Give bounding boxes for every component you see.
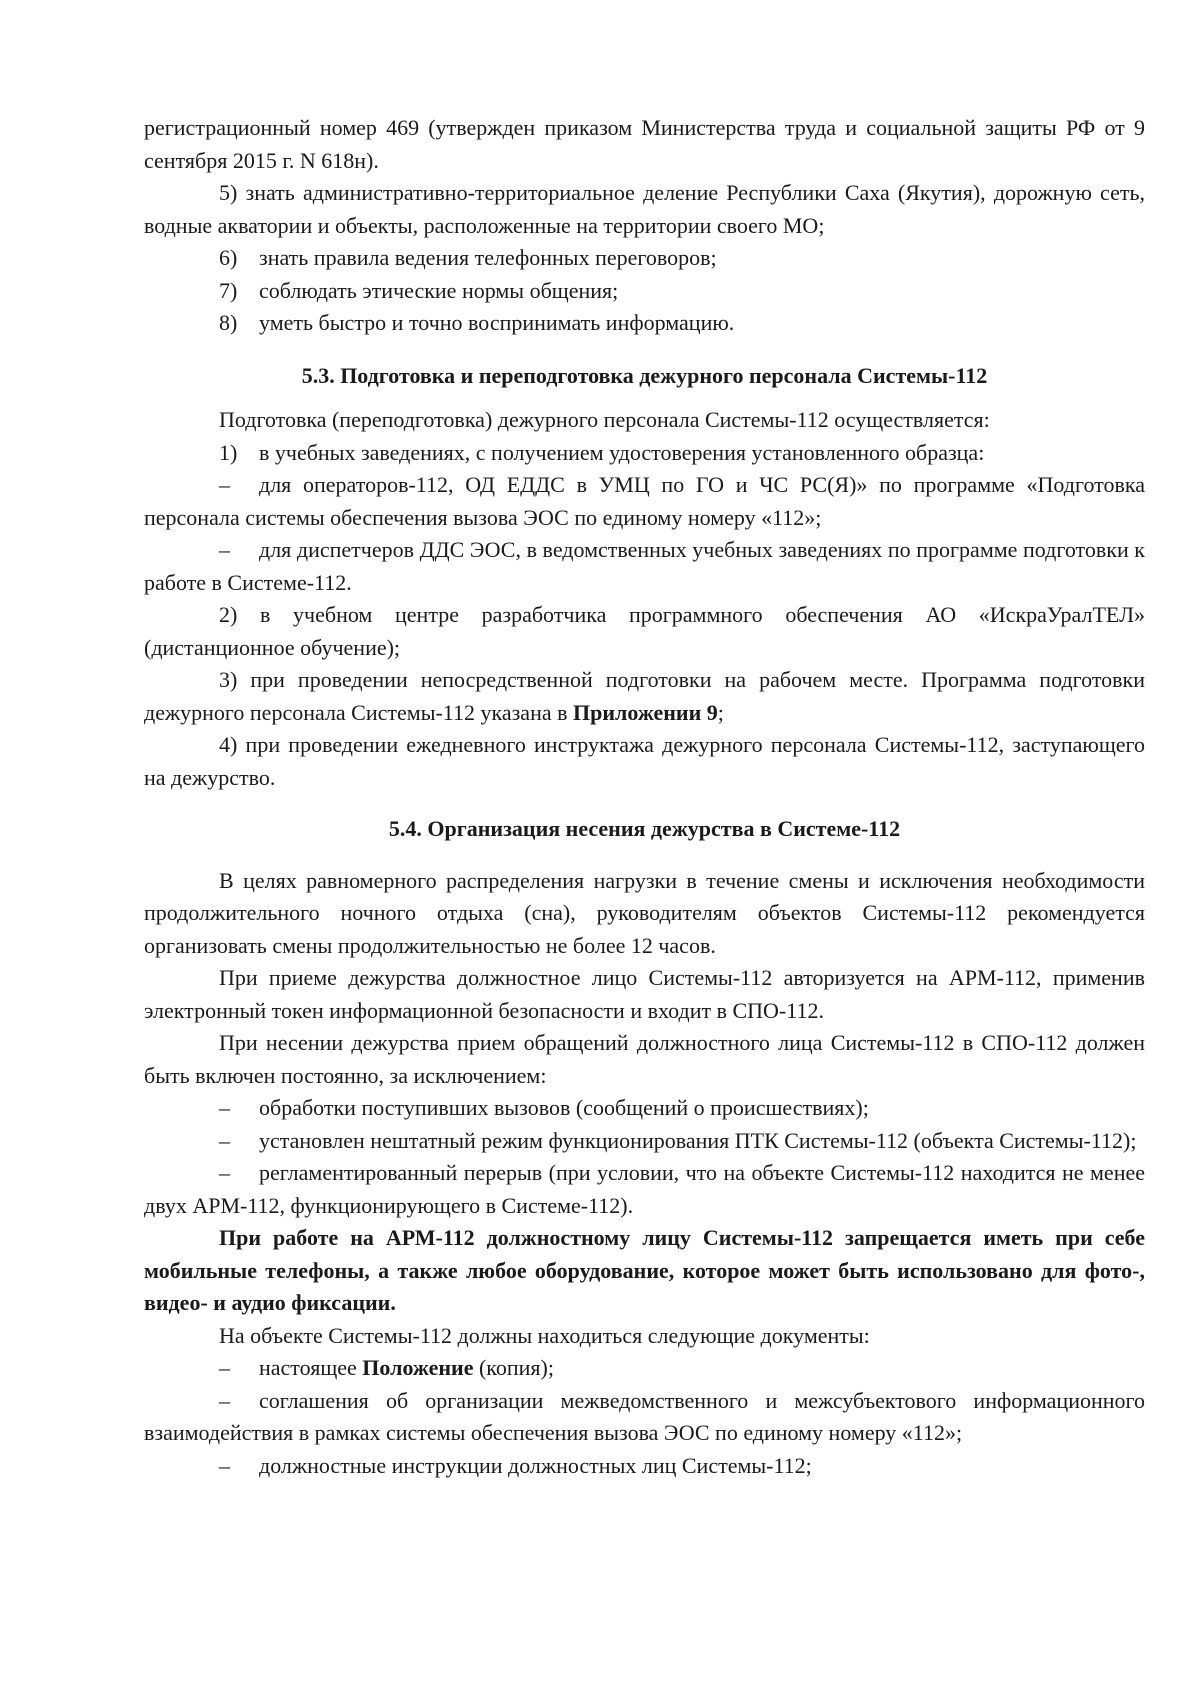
training-3-text: 3) при проведении непосредственной подготовки на рабочем месте. Программа подготовки дежурного персонала Системы-112 указана в [144, 667, 1145, 725]
dash-text: установлен нештатный режим функционирования ПТК Системы-112 (объекта Системы-112); [259, 1127, 1137, 1153]
document-body [144, 112, 1145, 1482]
dash-text: должностные инструкции должностных лиц Системы-112; [259, 1452, 812, 1478]
dash-marker: – [219, 1452, 230, 1478]
dash-marker: – [219, 1127, 230, 1153]
list-text: уметь быстро и точно воспринимать информацию. [259, 310, 735, 335]
dash-text: для операторов-112, ОД ЕДДС в УМЦ по ГО и ЧС РС(Я)» по программе «Подготовка персонала системы обеспечения вызова ЭОС по единому номеру «112»; [144, 472, 1145, 530]
section-heading-5-3: 5.3. Подготовка и переподготовка дежурного персонала Системы-112 [301, 362, 988, 388]
dash-text: для диспетчеров ДДС ЭОС, в ведомственных учебных заведениях по программе подготовки к работе в Системе-112. [144, 537, 1145, 595]
paragraph-training-intro: Подготовка (переподготовка) дежурного персонала Системы-112 осуществляется: [219, 407, 990, 432]
dash-text: соглашения об организации межведомственного и межсубъектового информационного взаимодействия в рамках системы обеспечения вызова ЭОС по единому номеру «112»; [144, 1387, 1145, 1445]
dash-item-document-3 [144, 1450, 1145, 1483]
dash-text: регламентированный перерыв (при условии, что на объекте Системы-112 находится не менее двух АРМ-112, функционирующего в Системе-112). [144, 1160, 1145, 1218]
document-name: Положение [362, 1355, 474, 1380]
dash-item-operators [144, 469, 1145, 534]
paragraph-item-5: 5) знать административно-территориальное деление Республики Саха (Якутия), дорожную сеть, водные акватории и объекты, расположенные на территории своего МО; [144, 180, 1145, 238]
paragraph-training-3 [144, 664, 1145, 729]
paragraph-shifts: В целях равномерного распределения нагрузки в течение смены и исключения необходимости продолжительного ночного отдыха (сна), руководителям объектов Системы-112 рекомендуется организовать смены продолжительностью не более 12 часов. [144, 867, 1145, 958]
section-heading-5-4: 5.4. Организация несения дежурства в Системе-112 [388, 816, 901, 841]
paragraph-duty: При несении дежурства прием обращений должностного лица Системы-112 в СПО-112 должен быть включен постоянно, за исключением: [144, 1030, 1145, 1088]
list-text: соблюдать этические нормы общения; [259, 277, 619, 303]
list-number: 6) [219, 245, 238, 270]
list-item-training-1 [144, 437, 1145, 470]
training-3-end: ; [717, 699, 724, 725]
list-number: 7) [219, 277, 238, 303]
paragraph-prohibition: При работе на АРМ-112 должностному лицу Системы-112 запрещается иметь при себе мобильные телефоны, а также любое оборудование, которое может быть использовано для фото-, видео- и аудио фиксации. [144, 1225, 1145, 1315]
dash-item-document-1 [144, 1352, 1145, 1385]
dash-item-exception-1 [144, 1092, 1145, 1125]
list-text: в учебных заведениях, с получением удостоверения установленного образца: [259, 439, 985, 465]
paragraph-training-2: 2) в учебном центре разработчика программного обеспечения АО «ИскраУралТЕЛ» (дистанционное обучение); [144, 602, 1145, 660]
list-item-8 [144, 307, 1145, 340]
paragraph-auth: При приеме дежурства должностное лицо Системы-112 авторизуется на АРМ-112, применив электронный токен информационной безопасности и входит в СПО-112. [144, 965, 1145, 1023]
dash-marker: – [219, 1095, 230, 1120]
dash-text-end: (копия); [473, 1355, 554, 1380]
dash-marker: – [219, 1387, 230, 1413]
list-item-7 [144, 275, 1145, 308]
paragraph-documents: На объекте Системы-112 должны находиться следующие документы: [219, 1322, 870, 1348]
dash-item-exception-2 [144, 1125, 1145, 1158]
dash-marker: – [219, 472, 230, 497]
dash-item-dispatchers [144, 534, 1145, 599]
dash-item-exception-3 [144, 1157, 1145, 1222]
dash-text: обработки поступивших вызовов (сообщений о происшествиях); [259, 1095, 869, 1120]
list-text: знать правила ведения телефонных переговоров; [259, 245, 717, 270]
dash-marker: – [219, 537, 230, 562]
paragraph-intro: регистрационный номер 469 (утвержден приказом Министерства труда и социальной защиты РФ от 9 сентября 2015 г. N 618н). [144, 115, 1145, 173]
dash-marker: – [219, 1160, 230, 1185]
appendix-reference: Приложении 9 [573, 699, 718, 725]
list-item-6 [144, 242, 1145, 275]
paragraph-training-4: 4) при проведении ежедневного инструктажа дежурного персонала Системы-112, заступающего на дежурство. [144, 732, 1145, 790]
list-number: 1) [219, 439, 238, 465]
dash-item-document-2 [144, 1385, 1145, 1450]
dash-marker: – [219, 1355, 230, 1380]
dash-text: настоящее [259, 1355, 363, 1380]
list-number: 8) [219, 310, 238, 335]
